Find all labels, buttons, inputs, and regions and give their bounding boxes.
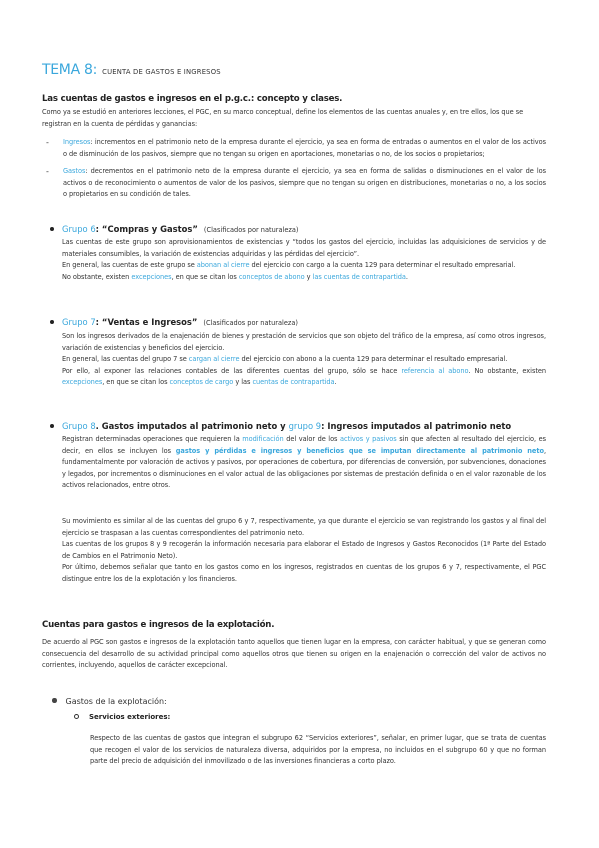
dash-marker: - (46, 138, 49, 147)
grupo-8-9-heading (50, 421, 511, 431)
highlight-modificacion: modificación (242, 435, 284, 443)
highlight-excepciones: excepciones (62, 378, 103, 387)
grupo-6-title: : “Compras y Gastos” (95, 224, 198, 234)
bullet-icon (50, 320, 54, 324)
grupo-7-name: Grupo 7 (62, 317, 96, 327)
grupo-7-note: (Clasificados por naturaleza) (203, 319, 298, 327)
dash-marker: - (46, 167, 49, 176)
text-span: No obstante, existen (62, 272, 132, 281)
definition-ingresos-text: : incrementos en el patrimonio neto de la empresa durante el ejercicio, ya sea en forma de entradas o aumentos en el valor de los activos o de disminución de los pasivos, siempre que no tengan su origen en aportaciones, monetarias o no, de los socios o propietarios; (63, 138, 546, 158)
bullet-icon (50, 424, 54, 428)
grupo-8-9-paragraph-4: Por último, debemos señalar que tanto en los gastos como en los ingresos, registrados en cuentas de los grupos 6 y 7, respectivamente, el PGC distingue entre los de la explotación y los financieros. (62, 563, 546, 583)
page-title (42, 59, 221, 78)
grupo-7-paragraph-1: Son los ingresos derivados de la enajenación de bienes y prestación de servicios que son objeto del tráfico de la empresa, así como otros ingresos, variación de existencias y beneficios del ejercicio. (62, 332, 546, 352)
grupo-9-title: : Ingresos imputados al patrimonio neto (321, 421, 512, 431)
grupo-7-title: : “Ventas e Ingresos” (95, 317, 198, 327)
servicios-exteriores-label: Servicios exteriores: (89, 713, 171, 721)
circle-bullet-icon (74, 714, 79, 719)
grupo-7-paragraph-3 (62, 366, 546, 389)
highlight-referencia-abono: referencia al abono (401, 366, 469, 375)
highlight-conceptos-cargo: conceptos de cargo (169, 378, 234, 387)
text-span: Registran determinadas operaciones que requieren la (62, 435, 243, 443)
definition-ingresos (63, 137, 546, 160)
grupo-8-9-paragraph-3: Las cuentas de los grupos 8 y 9 recogerán la información necesaria para elaborar el Estado de Ingresos y Gastos Reconocidos (1ª Parte del Estado de Cambios en el Patrimonio Neto). (62, 540, 546, 560)
tema-number: TEMA 8: (42, 62, 98, 78)
explotacion-paragraph: De acuerdo al PGC son gastos e ingresos de la explotación tanto aquellos que tienen lugar en la empresa, con carácter habitual, y que se generan como consecuencia del desarrollo de su actividad principal como aquellos otros que tienen su origen en la enajenación o corrección del valor de activos no corrientes, incluyendo, aquellos de carácter excepcional. (42, 638, 546, 670)
grupo-8-9-body (62, 434, 546, 492)
highlight-activos-pasivos: activos y pasivos (340, 435, 397, 443)
term-ingresos: Ingresos (63, 138, 91, 146)
list-item-gastos (46, 166, 546, 201)
highlight-contrapartida: las cuentas de contrapartida (312, 272, 406, 281)
grupo-7-body (62, 331, 546, 389)
gastos-explotacion-label: Gastos de la explotación: (65, 697, 167, 706)
section-heading-explotacion: Cuentas para gastos e ingresos de la explotación. (42, 620, 275, 630)
grupo-6-paragraph-1: Las cuentas de este grupo son aprovisionamientos de existencias y “todos los gastos del ejercicio, incluidas las adquisiciones de servicios y de materiales consumibles, la variación de existencias adquiridas y las pérdidas del ejercicio”. (62, 238, 546, 258)
highlight-abonan: abonan al cierre (196, 261, 250, 270)
grupo-6-paragraph-2 (62, 260, 546, 272)
grupo-8-9-paragraph-1 (62, 434, 546, 492)
text-span: . (334, 378, 337, 387)
text-span: , fundamentalmente por valoración de activos y pasivos, por operaciones de cobertura, por diferencias de conversión, por subvenciones, donaciones y legados, por incrementos o disminuciones en el valor actual de las obligaciones por sistemas de prestación definida o en el valor razonable de los activos relacionados, entre otros. (62, 446, 546, 490)
text-span: del valor de los (283, 435, 341, 443)
servicios-exteriores-paragraph: Respecto de las cuentas de gastos que integran el subgrupo 62 “Servicios exteriores”, señalar, en primer lugar, que se trata de cuentas que recogen el valor de los servicios de naturaleza diversa, adquiridos por la empresa, no incluidos en el subgrupo 60 y que no forman parte del precio de adquisición del inmovilizado o de las inversiones financieras a corto plazo. (90, 734, 546, 766)
text-span: del ejercicio con cargo a la cuenta 129 para determinar el resultado empresarial. (249, 261, 516, 270)
intro-paragraph: Como ya se estudió en anteriores lecciones, el PGC, en su marco conceptual, define los elementos de las cuentas anuales y, en tre ellos, los que se registran en la cuenta de pérdidas y ganancias: (42, 108, 524, 128)
highlight-excepciones: excepciones (131, 272, 172, 281)
grupo-8-9-paragraph-2: Su movimiento es similar al de las cuentas del grupo 6 y 7, respectivamente, ya que durante el ejercicio se van registrando los gastos y al final del ejercicio se traspasan a las cuentas correspondientes del patrimonio neto. (62, 517, 546, 537)
text-span: . No obstante, existen (468, 366, 546, 375)
text-span: del ejercicio con abono a la cuenta 129 para determinar el resultado empresarial. (239, 355, 508, 364)
text-span: . (405, 272, 408, 281)
text-span: Por ello, al exponer las relaciones contables de las diferentes cuentas del grupo, sólo se hace (62, 366, 402, 375)
grupo-8-9-body-2 (62, 516, 546, 586)
grupo-9-name: grupo 9 (288, 421, 322, 431)
text-span: y las (233, 378, 253, 387)
highlight-conceptos-abono: conceptos de abono (238, 272, 305, 281)
text-span: y (304, 272, 313, 281)
section-heading-concepts: Las cuentas de gastos e ingresos en el p.g.c.: concepto y clases. (42, 94, 343, 104)
definition-gastos-text: : decrementos en el patrimonio neto de la empresa durante el ejercicio, ya sea en forma de salidas o disminuciones en el valor de los activos o de reconocimiento o aumentos de valor de los pasivos, siempre que no tengan su origen en distribuciones, monetarias o no, a los socios o propietarios en su condición de tales. (63, 167, 546, 199)
grupo-6-name: Grupo 6 (62, 224, 96, 234)
highlight-contrapartida: cuentas de contrapartida (252, 378, 335, 387)
text-span: , en que se citan los (171, 272, 239, 281)
grupo-7-heading (50, 317, 298, 327)
grupo-6-body (62, 237, 546, 283)
highlight-gastos-perdidas: gastos y pérdidas e ingresos y beneficios que se imputan directamente al patrimonio neto (175, 446, 544, 455)
grupo-6-heading (50, 224, 299, 234)
bullet-icon (52, 698, 57, 703)
grupo-6-paragraph-3 (62, 272, 546, 284)
text-span: En general, las cuentas de este grupo se (62, 261, 197, 270)
list-item-ingresos (46, 137, 546, 160)
grupo-8-name: Grupo 8 (62, 421, 96, 431)
text-span: En general, las cuentas del grupo 7 se (62, 355, 189, 364)
tema-subtitle: CUENTA DE GASTOS E INGRESOS (102, 68, 221, 76)
grupo-6-note: (Clasificados por naturaleza) (203, 226, 299, 234)
term-gastos: Gastos (63, 167, 86, 175)
bullet-icon (50, 227, 54, 231)
grupo-8-title: . Gastos imputados al patrimonio neto y (95, 421, 289, 431)
definition-gastos (63, 166, 546, 201)
sublist-item-servicios (74, 713, 170, 721)
text-span: sin que afecten al resultado del ejercicio, es decir, en ellos se incluyen los (62, 435, 546, 455)
highlight-cargan: cargan al cierre (188, 355, 240, 364)
list-item-gastos-explotacion (52, 697, 167, 706)
text-span: , en que se citan los (102, 378, 170, 387)
grupo-7-paragraph-2 (62, 354, 546, 366)
